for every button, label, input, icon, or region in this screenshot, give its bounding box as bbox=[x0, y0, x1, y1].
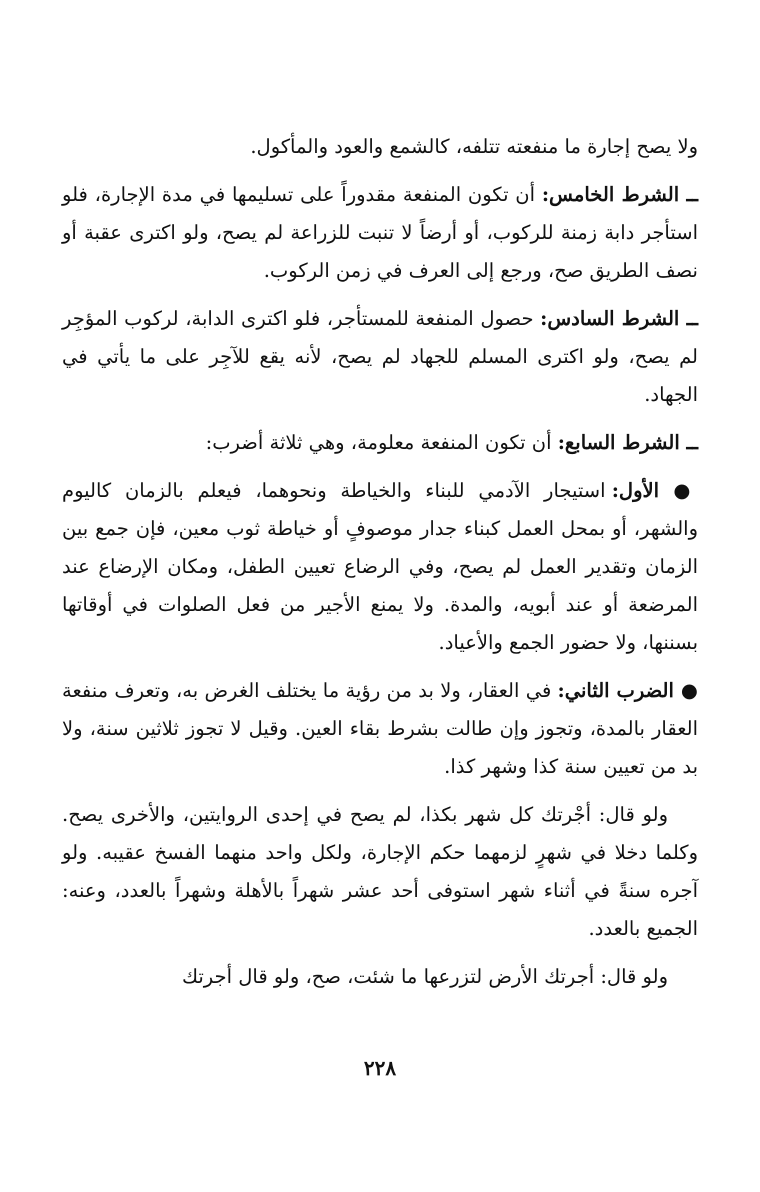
paragraph-condition-6 bbox=[62, 300, 698, 414]
page-number: ٢٢٨ bbox=[363, 1056, 397, 1080]
first-type-text: استيجار الآدمي للبناء والخياطة ونحوهما، فيعلم بالزمان كاليوم والشهر، أو بمحل العمل كبناء جدار موصوفٍ أو خياطة ثوب معين، فإن جمع بين الزمان وتقدير العمل لم يصح، وفي الرضاع تعيين الطفل، ومكان الإرضاع عند المرضعة أو عند أبويه، والمدة. ولا يمنع الأجير من فعل الصلوات في أوقاتها بسننها، ولا حضور الجمع والأعياد. bbox=[62, 479, 698, 654]
land-lease-text: ولو قال: أجرتك الأرض لتزرعها ما شئت، صح، ولو قال أجرتك bbox=[181, 965, 668, 988]
paragraph-condition-5 bbox=[62, 176, 698, 290]
condition-7-heading: ــ الشرط السابع: bbox=[557, 431, 698, 454]
monthly-lease-text: ولو قال: أجْرتك كل شهر بكذا، لم يصح في إحدى الروايتين، والأخرى يصح. وكلما دخلا في شهرٍ لزمهما حكم الإجارة، ولكل واحد منهما الفسخ عقيبه. ولو آجره سنةً في أثناء شهر استوفى أحد عشر شهراً بالأهلة وشهراً بالعدد، وعنه: الجميع بالعدد. bbox=[62, 803, 698, 940]
paragraph-1-text: ولا يصح إجارة ما منفعته تتلفه، كالشمع والعود والمأكول. bbox=[250, 135, 698, 158]
condition-5-heading: ــ الشرط الخامس: bbox=[541, 183, 698, 206]
condition-6-text: حصول المنفعة للمستأجر، فلو اكترى الدابة، لركوب المؤجِر لم يصح، ولو اكترى المسلم للجهاد لم يصح، لأنه يقع للآجِر على ما يأتي في الجهاد. bbox=[62, 307, 698, 406]
paragraph-condition-7 bbox=[62, 424, 698, 462]
condition-6-heading: ــ الشرط السادس: bbox=[540, 307, 698, 330]
paragraph-first-type bbox=[62, 472, 698, 662]
paragraph-1 bbox=[62, 128, 698, 166]
second-type-heading: ● الضرب الثاني: bbox=[557, 679, 698, 702]
condition-7-text: أن تكون المنفعة معلومة، وهي ثلاثة أضرب: bbox=[205, 431, 558, 454]
first-type-heading: ● الأول: bbox=[611, 479, 698, 502]
condition-5-text: أن تكون المنفعة مقدوراً على تسليمها في مدة الإجارة، فلو استأجر دابة زمنة للركوب، أو أرضاً لا تنبت للزراعة لم يصح، ولو اكترى عقبة أو نصف الطريق صح، ورجع إلى العرف في زمن الركوب. bbox=[62, 183, 698, 282]
second-type-text: في العقار، ولا بد من رؤية ما يختلف الغرض به، وتعرف منفعة العقار بالمدة، وتجوز وإن طالت بشرط بقاء العين. وقيل لا تجوز ثلاثين سنة، ولا بد من تعيين سنة كذا وشهر كذا. bbox=[62, 679, 698, 778]
paragraph-second-type bbox=[62, 672, 698, 786]
paragraph-monthly-lease bbox=[62, 796, 698, 948]
paragraph-land-lease bbox=[62, 958, 698, 996]
page-body bbox=[62, 128, 698, 1006]
